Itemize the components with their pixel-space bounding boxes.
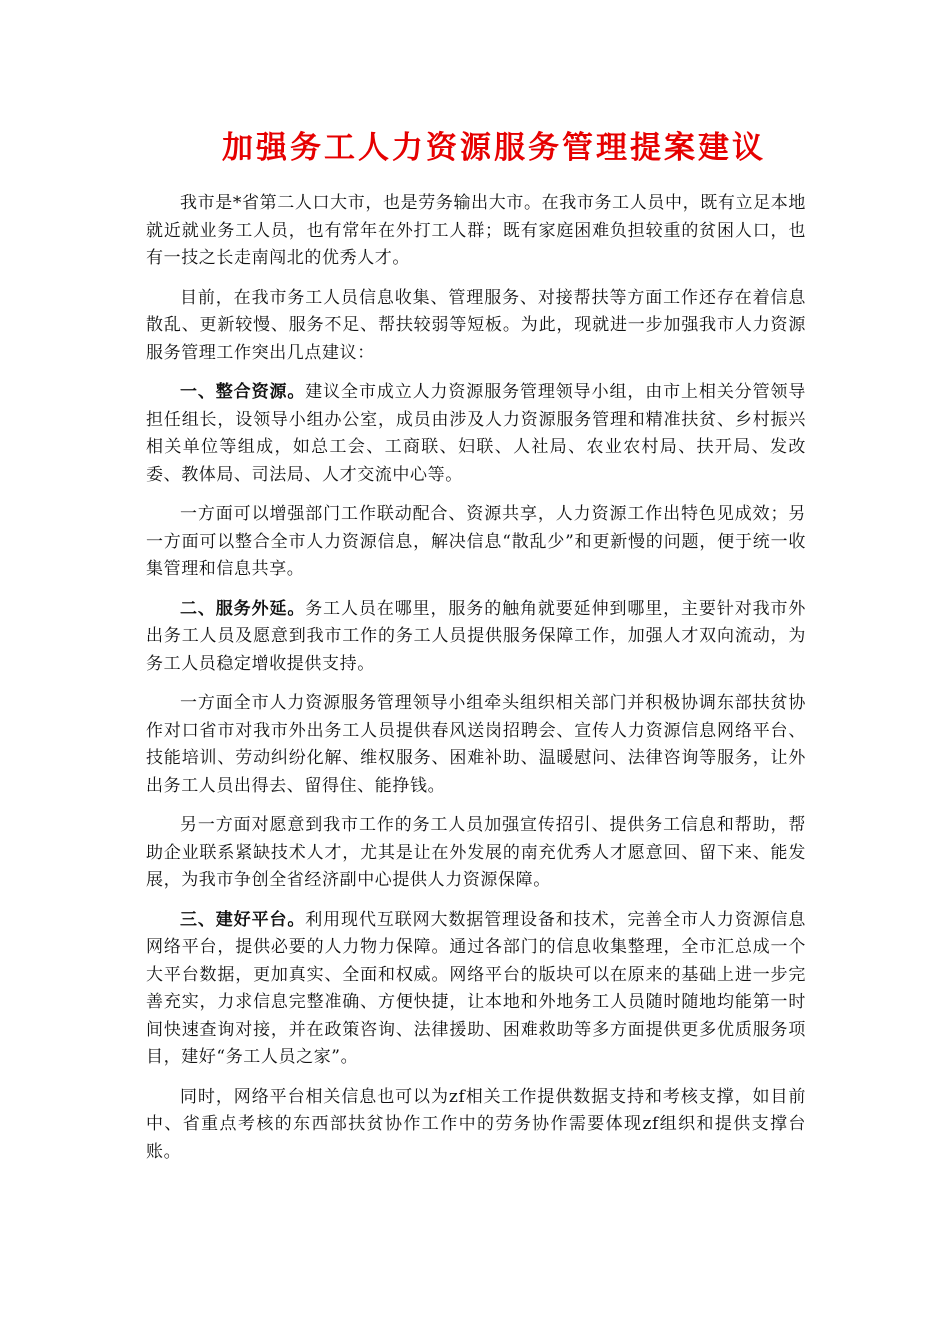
paragraph-text: 利用现代互联网大数据管理设备和技术，完善全市人力资源信息网络平台，提供必要的人力物力保障。通过各部门的信息收集整理，全市汇总成一个大平台数据，更加真实、全面和权威。网络平台的版块可以在原来的基础上进一步完善充实，力求信息完整准确、方便快捷，让本地和外地务工人员随时随地均能第一时间快速查询对接，并在政策咨询、法律援助、困难救助等多方面提供更多优质服务项目，建好“务工人员之家”。	[146, 909, 806, 1067]
paragraph	[146, 285, 806, 368]
paragraph	[146, 1084, 806, 1167]
paragraph-text: 同时，网络平台相关信息也可以为zf相关工作提供数据支持和考核支撑，如目前中、省重点考核的东西部扶贫协作工作中的劳务协作需要体现zf组织和提供支撑台账。	[146, 1086, 806, 1162]
paragraph	[146, 596, 806, 679]
document-page	[146, 128, 806, 1178]
paragraph-text: 我市是*省第二人口大市，也是劳务输出大市。在我市务工人员中，既有立足本地就近就业务工人员，也有常年在外打工人群；既有家庭困难负担较重的贫困人口，也有一技之长走南闯北的优秀人才。	[146, 193, 806, 268]
paragraph-text: 建议全市成立人力资源服务管理领导小组，由市上相关分管领导担任组长，设领导小组办公室，成员由涉及人力资源服务管理和精准扶贫、乡村振兴相关单位等组成，如总工会、工商联、妇联、人社局、农业农村局、扶开局、发改委、教体局、司法局、人才交流中心等。	[146, 382, 806, 485]
paragraph	[146, 190, 806, 273]
paragraph-text: 一方面全市人力资源服务管理领导小组牵头组织相关部门并积极协调东部扶贫协作对口省市对我市外出务工人员提供春风送岗招聘会、宣传人力资源信息网络平台、技能培训、劳动纠纷化解、维权服务、困难补助、温暖慰问、法律咨询等服务，让外出务工人员出得去、留得住、能挣钱。	[146, 693, 806, 796]
paragraph	[146, 379, 806, 489]
section-heading: 三、建好平台。	[180, 909, 306, 930]
paragraph	[146, 812, 806, 895]
paragraph-text: 务工人员在哪里，服务的触角就要延伸到哪里，主要针对我市外出务工人员及愿意到我市工作的务工人员提供服务保障工作，加强人才双向流动，为务工人员稳定增收提供支持。	[146, 598, 806, 674]
paragraph-text: 另一方面对愿意到我市工作的务工人员加强宣传招引、提供务工信息和帮助，帮助企业联系紧缺技术人才，尤其是让在外发展的南充优秀人才愿意回、留下来、能发展，为我市争创全省经济副中心提供人力资源保障。	[146, 815, 806, 890]
section-heading: 一、整合资源。	[180, 382, 306, 402]
document-body	[146, 190, 806, 1166]
paragraph-text: 目前，在我市务工人员信息收集、管理服务、对接帮扶等方面工作还存在着信息散乱、更新较慢、服务不足、帮扶较弱等短板。为此，现就进一步加强我市人力资源服务管理工作突出几点建议：	[146, 287, 806, 363]
section-heading: 二、服务外延。	[180, 598, 306, 619]
paragraph	[146, 907, 806, 1072]
paragraph-text: 一方面可以增强部门工作联动配合、资源共享，人力资源工作出特色见成效；另一方面可以整合全市人力资源信息，解决信息“散乱少”和更新慢的问题，便于统一收集管理和信息共享。	[146, 504, 806, 579]
paragraph	[146, 501, 806, 584]
document-title: 加强务工人力资源服务管理提案建议	[222, 130, 766, 166]
paragraph	[146, 690, 806, 800]
